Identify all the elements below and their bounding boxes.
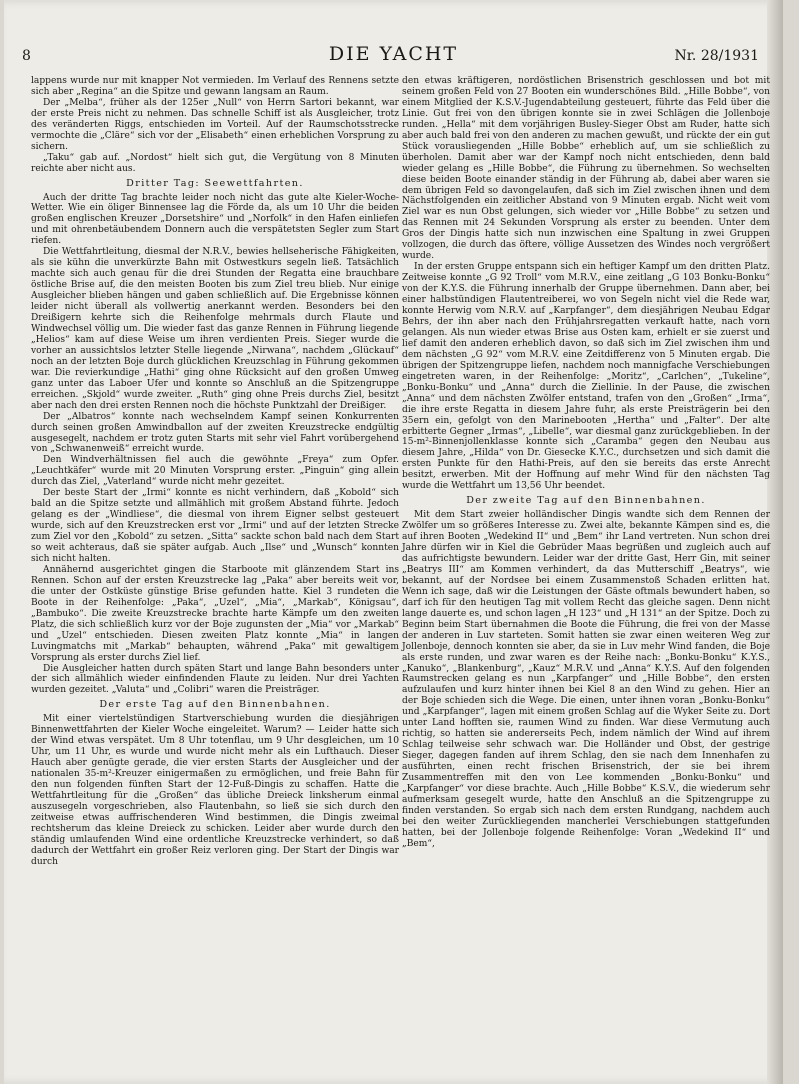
paragraph: In der ersten Gruppe entspann sich ein heftiger Kampf um den dritten Platz. Zeitweise konnte „G 92 Troll“ vom M.R.V., eine zeitlang „G 103 Bonku-Bonku“ von der K.Y.S. die Führung innerhalb der Gruppe übernehmen. Dann aber, bei einer halbstündigen Flautentreiberei, wo von Segeln nicht viel die Rede war, konnte Herwig vom N.R.V. auf „Karpfanger“, dem diesjährigen Neubau Edgar Behrs, der ihn aber nach den Frühjahrsregatten verkauft hatte, nach vorn gelangen. Als nun wieder etwas Brise aus Osten kam, erhielt er sie zuerst und lief damit den anderen erheblich davon, so daß sich im Ziel zwischen ihm und dem nächsten „G 92“ vom M.R.V. eine Zeitdifferenz von 5 Minuten ergab. Die übrigen der Spitzengruppe liefen, nachdem noch mannigfache Verschiebungen eingetreten waren, in der Reihenfolge: „Moritz“, „Carlchen“, „Tukeline“, „Bonku-Bonku“ und „Anna“ durch die Ziellinie. In der Pause, die zwischen „Anna“ und dem nächsten Zwölfer entstand, trafen von den „Großen“ „Irma“, die ihre erste Regatta in diesem Jahre fuhr, als erste Preisträgerin bei den 35ern ein, gefolgt von den Marinebooten „Hertha“ und „Falter“. Der alte erbitterte Gegner „Irmas“, „Libelle“, war diesmal ganz zurückgeblieben. In der 15-m²-Binnenjollenklasse konnte sich „Caramba“ gegen den Neubau aus diesem Jahre, „Hilda“ von Dr. Giesecke K.Y.C., durchsetzen und sich damit die ersten Punkte für den Hathi-Preis, auf den sie bereits das erste Anrecht besitzt, erwerben. Mit der Hoffnung auf mehr Wind für den nächsten Tag wurde die Wettfahrt um 13,56 Uhr beendet. [402,262,770,492]
paragraph: Der „Melba“, früher als der 125er „Null“ von Herrn Sartori bekannt, war der erste Preis nicht zu nehmen. Das schnelle Schiff ist als Ausgleicher, trotz des veränderten Riggs, entschieden im Vorteil. Auf der Raumschotsstrecke vermochte die „Cläre“ sich vor der „Elisabeth“ einen erheblichen Vorsprung zu sichern. [31,97,399,152]
section-heading: Der zweite Tag auf den Binnenbahnen. [466,495,706,507]
paragraph: Annähernd ausgerichtet gingen die Starboote mit glänzendem Start ins Rennen. Schon auf der ersten Kreuzstrecke lag „Paka“ aber bereits weit vor, die unter der Ostküste günstige Brise gefunden hatte. Kiel 3 rundeten die Boote in der Reihenfolge: „Paka“, „Uzel“, „Mia“, „Markab“, Königsau“, „Bambuko“. Die zweite Kreuzstrecke brachte harte Kämpfe um den zweiten Platz, die sich schließlich kurz vor der Boje zugunsten der „Mia“ vor „Markab“ und „Uzel“ entschieden. Diesen zweiten Platz konnte „Mia“ in langen Luvingmatchs mit „Markab“ behaupten, während „Paka“ mit gewaltigem Vorsprung als erster durchs Ziel lief. [31,564,399,663]
section-heading: Der erste Tag auf den Binnenbahnen. [99,699,331,711]
paragraph: Den Windverhältnissen fiel auch die gewöhnte „Freya“ zum Opfer. „Leuchtkäfer“ wurde mit 20 Minuten Vorsprung erster. „Pinguin“ ging allein durch das Ziel, „Vaterland“ wurde nicht mehr gezeitet. [31,455,399,488]
right-column [402,76,770,850]
paragraph: Der beste Start der „Irmi“ konnte es nicht verhindern, daß „Kobold“ sich bald an die Spitze setzte und allmählich mit großem Abstand führte. Jedoch gelang es der „Windliese“, die diesmal von ihrem Eigner selbst gesteuert wurde, sich auf den Kreuzstrecken erst vor „Irmi“ und auf der letzten Strecke zum Ziel vor den „Kobold“ zu setzen. „Sitta“ sackte schon bald nach dem Start so weit achteraus, daß sie später aufgab. Auch „Ilse“ und „Wunsch“ konnten sich nicht halten. [31,488,399,564]
paragraph: Mit einer viertelstündigen Startverschiebung wurden die diesjährigen Binnenwettfahrten der Kieler Woche eingeleitet. Warum? — Leider hatte sich der Wind etwas verspätet. Um 8 Uhr totenflau, um 9 Uhr desgleichen, um 10 Uhr, um 11 Uhr, es wurde und wurde nicht mehr als ein Lufthauch. Dieser Hauch aber genügte gerade, die vier ersten Starts der Ausgleicher und der nationalen 35-m²-Kreuzer einigermaßen zu ermöglichen, und freie Bahn für den nun folgenden fünften Start der 12-Fuß-Dingis zu schaffen. Hatte die Wettfahrtleitung für die „Großen“ das übliche Dreieck linksherum einmal auszusegeln vorgeschrieben, also Flautenbahn, so ließ sie sich durch den zeitweise etwas auffrischenderen Wind bestimmen, die Dingis zweimal rechtsherum das kleine Dreieck zu schicken. Leider aber wurde durch den ständig umlaufenden Wind eine ordentliche Kreuzstrecke verhindert, so daß dadurch der Wettfahrt ein großer Reiz verloren ging. Der Start der Dingis war durch [31,714,399,867]
paragraph: Mit dem Start zweier holländischer Dingis wandte sich dem Rennen der Zwölfer um so größeres Interesse zu. Zwei alte, bekannte Kämpen sind es, die auf ihren Booten „Wedekind II“ und „Bem“ ihr Land vertreten. Nun schon drei Jahre dürfen wir in Kiel die Gebrüder Maas begrüßen und zugleich auch auf das aufrichtigste bewundern. Leider war der dritte Gast, Herr Gin, mit seiner „Beatrys III“ am Kommen verhindert, da das Mutterschiff „Beatrys“, wie bekannt, auf der Nordsee bei einem Zusammenstoß Schaden erlitten hat. Wenn ich sage, daß wir die Leistungen der Gäste oftmals bewundert haben, so darf ich für den heutigen Tag mit vollem Recht das gleiche sagen. Denn nicht lange dauerte es, und schon lagen „H 123“ und „H 131“ an der Spitze. Doch zu Beginn beim Start übernahmen die Boote die Führung, die frei von der Masse der anderen in Luv starteten. Somit hatten sie zwar einen weiteren Weg zur Jollenboje, dennoch konnten sie aber, da sie in Luv mehr Wind fanden, die Boje als erste runden, und zwar waren es der Reihe nach: „Bonku-Bonku“ K.Y.S., „Kanuko“, „Blankenburg“, „Kauz“ M.R.V. und „Anna“ K.Y.S. Auf den folgenden Raumstrecken gelang es nun „Karpfanger“ und „Hille Bobbe“, den ersten aufzulaufen und kurz hinter ihnen bei Kiel 8 an den Wind zu gehen. Hier an der Boje schieden sich die Wege. Die einen, unter ihnen voran „Bonku-Bonku“ und „Karpfanger“, lagen mit einem großen Schlag auf die Wyker Seite zu. Dort unter Land hofften sie, raumen Wind zu finden. War diese Vermutung auch richtig, so hatten sie andererseits Pech, indem nämlich der Wind auf ihrem Schlag teilweise sehr schwach war. Die Holländer und Obst, der gestrige Sieger, dagegen fanden auf ihrem Schlag, den sie nach dem Innenhafen zu ausführten, einen recht frischen Brisenstrich, der sie bei ihrem Zusammentreffen mit den von Lee kommenden „Bonku-Bonku“ und „Karpfanger“ vor diese brachte. Auch „Hille Bobbe“ K.S.V., die wiederum sehr aufmerksam gesegelt wurde, hatte den Anschluß an die Spitzengruppe zu finden verstanden. So ergab sich nach dem ersten Rundgang, nachdem auch bei den weiter Zurückliegenden mancherlei Verschiebungen stattgefunden hatten, bei der Jollenboje folgende Reihenfolge: Voran „Wedekind II“ und „Bem“, [402,510,770,849]
magazine-title: DIE YACHT [328,43,459,65]
paragraph: lappens wurde nur mit knapper Not vermieden. Im Verlauf des Rennens setzte sich aber „Regina“ an die Spitze und gewann langsam an Raum. [31,76,399,97]
magazine-page [4,0,783,1084]
left-column [31,76,399,868]
paragraph: den etwas kräftigeren, nordöstlichen Brisenstrich geschlossen und bot mit seinem großen Feld von 27 Booten ein wunderschönes Bild. „Hille Bobbe“, von einem Mitglied der K.S.V.-Jugendabteilung gesteuert, führte das Feld über die Linie. Gut frei von den übrigen konnte sie in zwei Schlägen die Jollenboje runden. „Hella“ mit dem vorjährigen Busley-Sieger Obst am Ruder, hatte sich aber auch bald frei von den anderen zu machen gewußt, und rückte der ein gut Stück vorausliegenden „Hille Bobbe“ erheblich auf, um sie schließlich zu überholen. Damit aber war der Kampf noch nicht entschieden, denn bald wieder gelang es „Hille Bobbe“, die Führung zu übernehmen. So wechselten diese beiden Boote einander ständig in der Führung ab, dabei aber waren sie dem übrigen Feld so davongelaufen, daß sich im Ziel zwischen ihnen und dem Nächstfolgenden ein zeitlicher Abstand von 9 Minuten ergab. Nicht weit vom Ziel war es nun Obst gelungen, sich wieder vor „Hille Bobbe“ zu setzen und das Rennen mit 24 Sekunden Vorsprung als erster zu beenden. Unter dem Gros der Dingis hatte sich nun inzwischen eine Spaltung in zwei Gruppen vollzogen, die durch das öftere, völlige Aussetzen des Windes noch vergrößert wurde. [402,76,770,262]
issue-number: Nr. 28/1931 [674,48,759,64]
paragraph: Auch der dritte Tag brachte leider noch nicht das gute alte Kieler-Woche-Wetter. Wie ein öliger Binnensee lag die Förde da, als um 10 Uhr die beiden großen englischen Kreuzer „Dorsetshire“ und „Norfolk“ in den Hafen einliefen und mit ohrenbetäubendem Donnern auch die verspätetsten Segler zum Start riefen. [31,192,399,247]
paragraph: „Taku“ gab auf. „Nordost“ hielt sich gut, die Vergütung von 8 Minuten reichte aber nicht aus. [31,152,399,174]
paragraph: Die Wettfahrtleitung, diesmal der N.R.V., bewies hellseherische Fähigkeiten, als sie kühn die unverkürzte Bahn mit Ostwestkurs segeln ließ. Tatsächlich machte sich auch genau für die drei Stunden der Regatta eine brauchbare östliche Brise auf, die den meisten Booten bis zum Ziel treu blieb. Nur einige Ausgleicher blieben hängen und gaben schließlich auf. Die Ergebnisse können leider nicht überall als vollwertig anerkannt werden. Besonders bei den Dreißigern kehrte sich die Reihenfolge mehrmals durch Flaute und Windwechsel völlig um. Die wieder fast das ganze Rennen in Führung liegende „Helios“ kam auf diese Weise um ihren verdienten Preis. Sieger wurde die vorher an aussichtslos letzter Stelle liegende „Nirwana“, nachdem „Glückauf“ noch an der letzten Boje durch glücklichen Kreuzschlag in Führung gekommen war. Die revierkundige „Hathi“ ging ohne Rücksicht auf den großen Umweg ganz unter das Laboer Ufer und konnte so Anschluß an die Spitzengruppe erreichen. „Skjold“ wurde zweiter. „Ruth“ ging ohne Preis durchs Ziel, besitzt aber nach den drei ersten Rennen noch die höchste Punktzahl der Dreißiger. [31,247,399,411]
section-heading: Dritter Tag: Seewettfahrten. [126,177,304,189]
paragraph: Der „Albatros“ konnte nach wechselndem Kampf seinen Konkurrenten durch seinen großen Amwindballon auf der zweiten Kreuzstrecke endgültig ausgesegelt, nachdem er trotz guten Starts mit sehr viel Fahrt vorübergehend von „Schwanenweiß“ erreicht wurde. [31,411,399,455]
paragraph: Die Ausgleicher hatten durch späten Start und lange Bahn besonders unter der sich allmählich wieder einfindenden Flaute zu leiden. Nur drei Yachten wurden gezeitet. „Valuta“ und „Colibri“ waren die Preisträger. [31,663,399,696]
page-number: 8 [22,48,31,64]
